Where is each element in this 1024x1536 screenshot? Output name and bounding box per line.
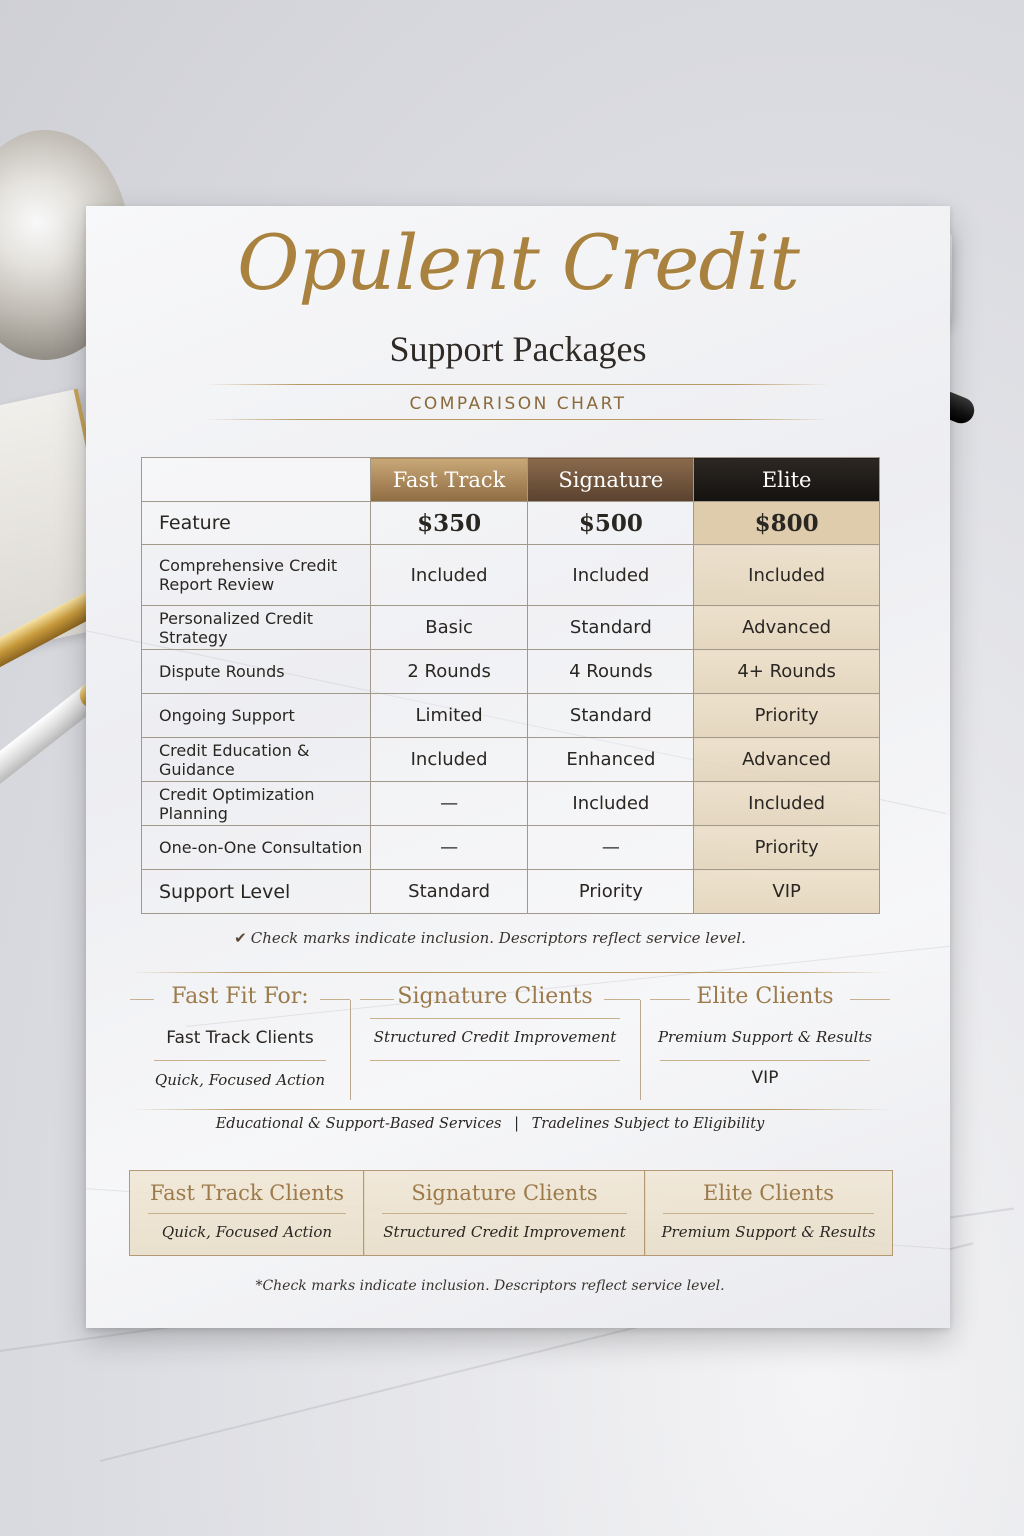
feature-name: One-on-One Consultation bbox=[142, 826, 371, 870]
divider bbox=[206, 419, 830, 420]
signature-value: — bbox=[528, 826, 694, 870]
elite-value: 4+ Rounds bbox=[694, 650, 880, 694]
elite-value: Included bbox=[694, 782, 880, 826]
divider bbox=[370, 1018, 620, 1019]
feature-name: Support Level bbox=[142, 870, 371, 914]
fit-description: Premium Support & Results bbox=[657, 1028, 873, 1046]
check-note bbox=[86, 929, 894, 947]
table-row bbox=[142, 782, 880, 826]
brand-logo: Opulent Credit bbox=[237, 218, 799, 307]
divider bbox=[660, 1060, 870, 1061]
page-subtitle: Support Packages bbox=[389, 329, 647, 369]
check-note-text: Check marks indicate inclusion. Descriptors reflect service level. bbox=[250, 929, 746, 947]
fast-track-value: Standard bbox=[370, 870, 528, 914]
feature-name: Credit Optimization Planning bbox=[142, 782, 371, 826]
disclaimer-tradelines: Tradelines Subject to Eligibility bbox=[531, 1116, 765, 1132]
fit-heading: Fast Fit For: bbox=[171, 984, 309, 1009]
fast-track-value: 2 Rounds bbox=[370, 650, 528, 694]
fast-track-value: Included bbox=[370, 545, 528, 606]
elite-value: Included bbox=[694, 545, 880, 606]
divider bbox=[130, 1109, 890, 1110]
divider bbox=[604, 999, 640, 1000]
divider bbox=[206, 384, 830, 385]
signature-value: Priority bbox=[528, 870, 694, 914]
footnote: *Check marks indicate inclusion. Descriptors reflect service level. bbox=[255, 1278, 725, 1294]
best-fit-panel bbox=[130, 970, 890, 1110]
fit-level: VIP bbox=[751, 1068, 779, 1088]
client-box-fast-track bbox=[129, 1170, 365, 1256]
divider bbox=[320, 999, 350, 1000]
signature-value: Enhanced bbox=[528, 738, 694, 782]
divider bbox=[382, 1213, 627, 1214]
divider bbox=[850, 999, 890, 1000]
disclaimer-services: Educational & Support-Based Services bbox=[215, 1116, 502, 1132]
fit-description: Structured Credit Improvement bbox=[373, 1028, 617, 1046]
fit-heading: Elite Clients bbox=[696, 984, 834, 1009]
signature-value: Included bbox=[528, 782, 694, 826]
fit-column-elite bbox=[640, 970, 890, 1110]
tier-header-fast-track: Fast Track bbox=[370, 458, 528, 502]
signature-value: 4 Rounds bbox=[528, 650, 694, 694]
fit-heading: Signature Clients bbox=[397, 984, 593, 1009]
client-box-signature bbox=[363, 1170, 646, 1256]
fast-track-value: Basic bbox=[370, 606, 528, 650]
table-row bbox=[142, 826, 880, 870]
client-box-elite bbox=[644, 1170, 893, 1256]
feature-name: Personalized Credit Strategy bbox=[142, 606, 371, 650]
price-signature: $500 bbox=[528, 502, 694, 545]
fast-track-value: — bbox=[370, 782, 528, 826]
feature-name: Dispute Rounds bbox=[142, 650, 371, 694]
elite-value: Priority bbox=[694, 694, 880, 738]
signature-value: Standard bbox=[528, 606, 694, 650]
table-row bbox=[142, 650, 880, 694]
disclaimer-separator: | bbox=[514, 1116, 519, 1132]
fit-column-signature bbox=[350, 970, 640, 1110]
divider bbox=[154, 1060, 326, 1061]
price-fast-track: $350 bbox=[370, 502, 528, 545]
fast-track-value: Limited bbox=[370, 694, 528, 738]
divider bbox=[148, 1213, 346, 1214]
divider bbox=[663, 1213, 874, 1214]
table-row bbox=[142, 738, 880, 782]
divider bbox=[370, 1060, 620, 1061]
elite-value: Advanced bbox=[694, 738, 880, 782]
fast-track-value: — bbox=[370, 826, 528, 870]
tier-header-signature: Signature bbox=[528, 458, 694, 502]
table-row bbox=[142, 870, 880, 914]
feature-name: Credit Education & Guidance bbox=[142, 738, 371, 782]
feature-column-label: Feature bbox=[142, 502, 371, 545]
client-box-description: Structured Credit Improvement bbox=[383, 1223, 626, 1241]
signature-value: Standard bbox=[528, 694, 694, 738]
elite-value: VIP bbox=[694, 870, 880, 914]
fast-track-value: Included bbox=[370, 738, 528, 782]
tier-header-row bbox=[142, 458, 880, 502]
client-box-description: Premium Support & Results bbox=[661, 1223, 876, 1241]
price-elite: $800 bbox=[694, 502, 880, 545]
elite-value: Advanced bbox=[694, 606, 880, 650]
feature-name: Comprehensive Credit Report Review bbox=[142, 545, 371, 606]
table-row bbox=[142, 694, 880, 738]
client-box-heading: Elite Clients bbox=[703, 1181, 834, 1205]
checkmark-icon: ✔ bbox=[234, 929, 247, 947]
comparison-sheet bbox=[86, 206, 950, 1328]
client-box-heading: Fast Track Clients bbox=[150, 1181, 344, 1205]
client-box-heading: Signature Clients bbox=[411, 1181, 598, 1205]
table-row bbox=[142, 545, 880, 606]
fit-column-fast-track bbox=[130, 970, 350, 1110]
feature-name: Ongoing Support bbox=[142, 694, 371, 738]
price-row bbox=[142, 502, 880, 545]
comparison-table bbox=[141, 457, 880, 914]
signature-value: Included bbox=[528, 545, 694, 606]
tier-header-elite: Elite bbox=[694, 458, 880, 502]
corner-cell bbox=[142, 458, 371, 502]
chart-label: COMPARISON CHART bbox=[409, 394, 627, 414]
disclaimer bbox=[86, 1116, 894, 1132]
fit-description: Quick, Focused Action bbox=[154, 1071, 326, 1089]
elite-value: Priority bbox=[694, 826, 880, 870]
fit-line: Fast Track Clients bbox=[166, 1028, 314, 1048]
table-row bbox=[142, 606, 880, 650]
client-box-description: Quick, Focused Action bbox=[161, 1223, 333, 1241]
